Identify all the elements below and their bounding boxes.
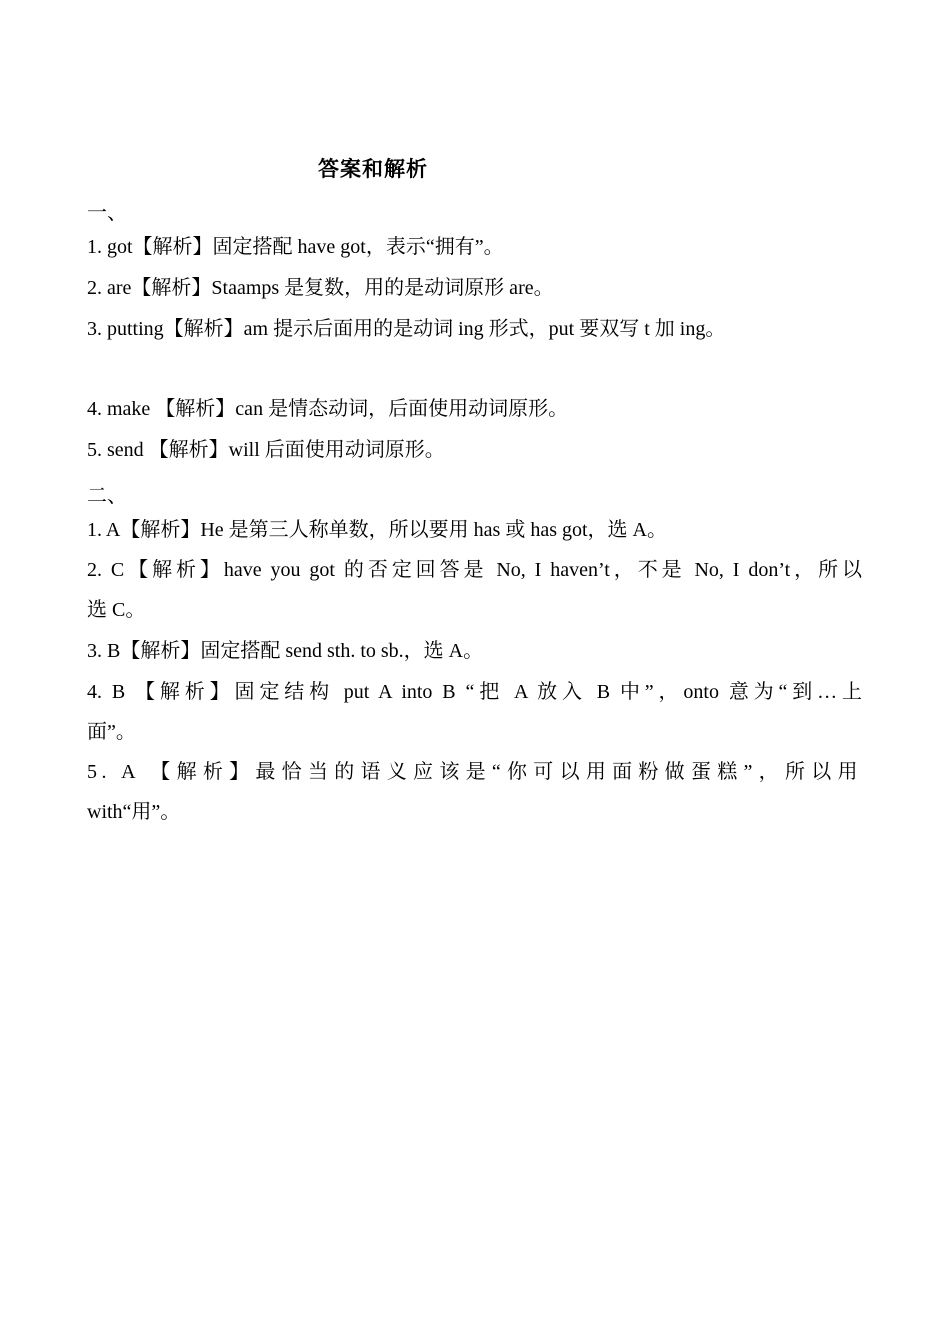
answer-line: 5. send 【解析】will 后面使用动词原形。 bbox=[87, 439, 445, 461]
answer-line: 5. A 【解析】最恰当的语义应该是“你可以用面粉做蛋糕”，所以用 bbox=[87, 761, 862, 783]
section-heading-2: 二、 bbox=[87, 485, 127, 507]
answer-line: 4. B 【解析】固定结构 put A into B “把 A 放入 B 中”，onto 意为“到…上 bbox=[87, 681, 862, 703]
answer-line: 面”。 bbox=[87, 721, 136, 743]
answer-line: 4. make 【解析】can 是情态动词，后面使用动词原形。 bbox=[87, 398, 569, 420]
answer-line: 2. are【解析】Staamps 是复数，用的是动词原形 are。 bbox=[87, 277, 554, 299]
answer-line: 1. got【解析】固定搭配 have got，表示“拥有”。 bbox=[87, 236, 504, 258]
page-title: 答案和解析 bbox=[318, 157, 428, 181]
answer-line: with“用”。 bbox=[87, 801, 181, 823]
answer-line: 选 C。 bbox=[87, 599, 146, 621]
answer-line: 3. putting【解析】am 提示后面用的是动词 ing 形式，put 要双写 t 加 ing。 bbox=[87, 318, 726, 340]
answer-line: 1. A【解析】He 是第三人称单数，所以要用 has 或 has got，选 A。 bbox=[87, 519, 667, 541]
answer-line: 3. B【解析】固定搭配 send sth. to sb.，选 A。 bbox=[87, 640, 484, 662]
section-heading-1: 一、 bbox=[87, 202, 127, 224]
answer-line: 2. C【解析】have you got 的否定回答是 No, I haven’t，不是 No, I don’t，所以 bbox=[87, 559, 862, 581]
